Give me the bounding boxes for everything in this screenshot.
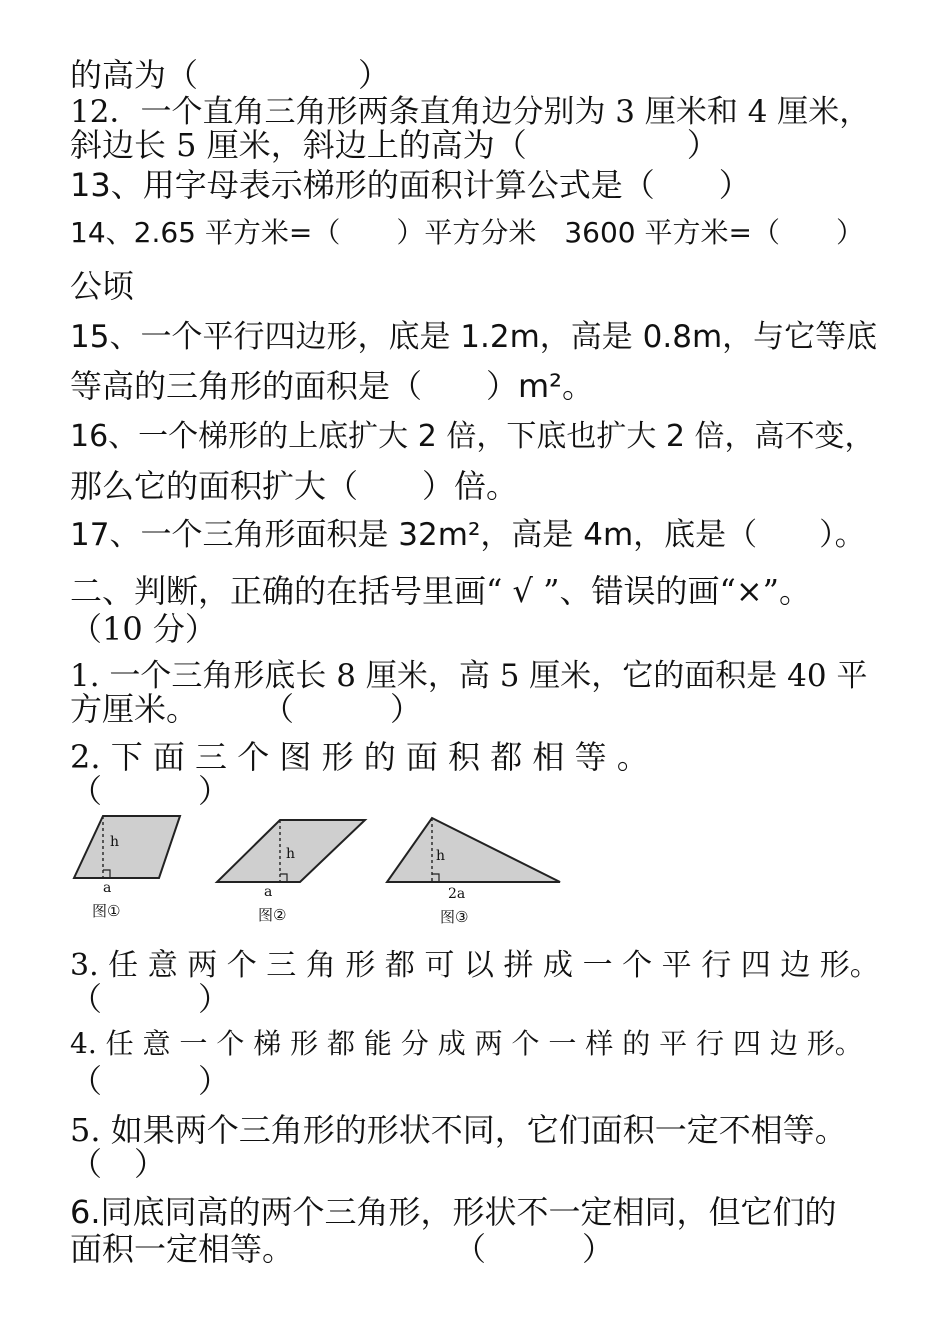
figure-1-caption: 图① bbox=[92, 902, 121, 920]
shape-figures bbox=[60, 808, 580, 928]
line-j6: 6.同底同高的两个三角形，形状不一定相同，但它们的 bbox=[70, 1193, 837, 1231]
line-j5-cont: （ ） bbox=[70, 1145, 167, 1183]
line-j2: 2. 下 面 三 个 图 形 的 面 积 都 相 等 。 bbox=[70, 738, 649, 776]
figure-2-parallelogram bbox=[217, 820, 365, 924]
line-q11-tail: 的高为（ ） bbox=[70, 56, 391, 94]
line-j6-cont: 面积一定相等。 （ ） bbox=[70, 1230, 615, 1268]
figure-1-shape bbox=[74, 816, 180, 878]
line-q16-cont: 那么它的面积扩大（ ）倍。 bbox=[70, 467, 519, 505]
line-j4: 4. 任 意 一 个 梯 形 都 能 分 成 两 个 一 样 的 平 行 四 边 形。 bbox=[70, 1027, 863, 1060]
line-q12-cont: 斜边长 5 厘米，斜边上的高为（ ） bbox=[70, 126, 719, 164]
figure-1-height-label: h bbox=[110, 834, 120, 850]
line-q13: 13、用字母表示梯形的面积计算公式是（ ） bbox=[70, 166, 751, 204]
figure-3-caption: 图③ bbox=[440, 908, 469, 926]
figure-2-base-label: a bbox=[264, 884, 273, 900]
line-q15: 15、一个平行四边形，底是 1.2m，高是 0.8m，与它等底 bbox=[70, 319, 878, 355]
figures-svg bbox=[60, 808, 580, 928]
line-q12: 12．一个直角三角形两条直角边分别为 3 厘米和 4 厘米， bbox=[70, 94, 871, 130]
line-j4-cont: （ ） bbox=[70, 1062, 231, 1100]
section-2-points: （10 分） bbox=[70, 610, 217, 648]
figure-2-caption: 图② bbox=[258, 906, 287, 924]
figure-3-base-label: 2a bbox=[448, 886, 466, 902]
line-j2-cont: （ ） bbox=[70, 772, 231, 810]
line-j3: 3. 任 意 两 个 三 角 形 都 可 以 拼 成 一 个 平 行 四 边 形。 bbox=[70, 948, 880, 983]
figure-3-shape bbox=[387, 818, 560, 882]
figure-3-height-label: h bbox=[436, 848, 446, 864]
line-j3-cont: （ ） bbox=[70, 980, 231, 1018]
figure-3-triangle bbox=[387, 818, 560, 926]
figure-1-base-label: a bbox=[103, 880, 112, 896]
line-j1: 1. 一个三角形底长 8 厘米，高 5 厘米，它的面积是 40 平 bbox=[70, 658, 868, 694]
section-2-heading: 二、判断，正确的在括号里画“ √ ”、错误的画“×”。 bbox=[70, 572, 811, 610]
line-q14-cont: 公顷 bbox=[70, 267, 135, 305]
line-q14: 14、2.65 平方米=（ ）平方分米 3600 平方米=（ ） bbox=[70, 216, 864, 249]
figure-2-height-label: h bbox=[286, 846, 296, 862]
figure-1-parallelogram bbox=[74, 816, 180, 920]
line-j1-cont: 方厘米。 （ ） bbox=[70, 690, 423, 728]
line-q17: 17、一个三角形面积是 32m²，高是 4m，底是（ ）。 bbox=[70, 517, 866, 553]
line-q15-cont: 等高的三角形的面积是（ ）m²。 bbox=[70, 367, 595, 405]
line-q16: 16、一个梯形的上底扩大 2 倍，下底也扩大 2 倍，高不变， bbox=[70, 419, 875, 454]
line-j5: 5. 如果两个三角形的形状不同，它们面积一定不相等。 bbox=[70, 1111, 847, 1149]
